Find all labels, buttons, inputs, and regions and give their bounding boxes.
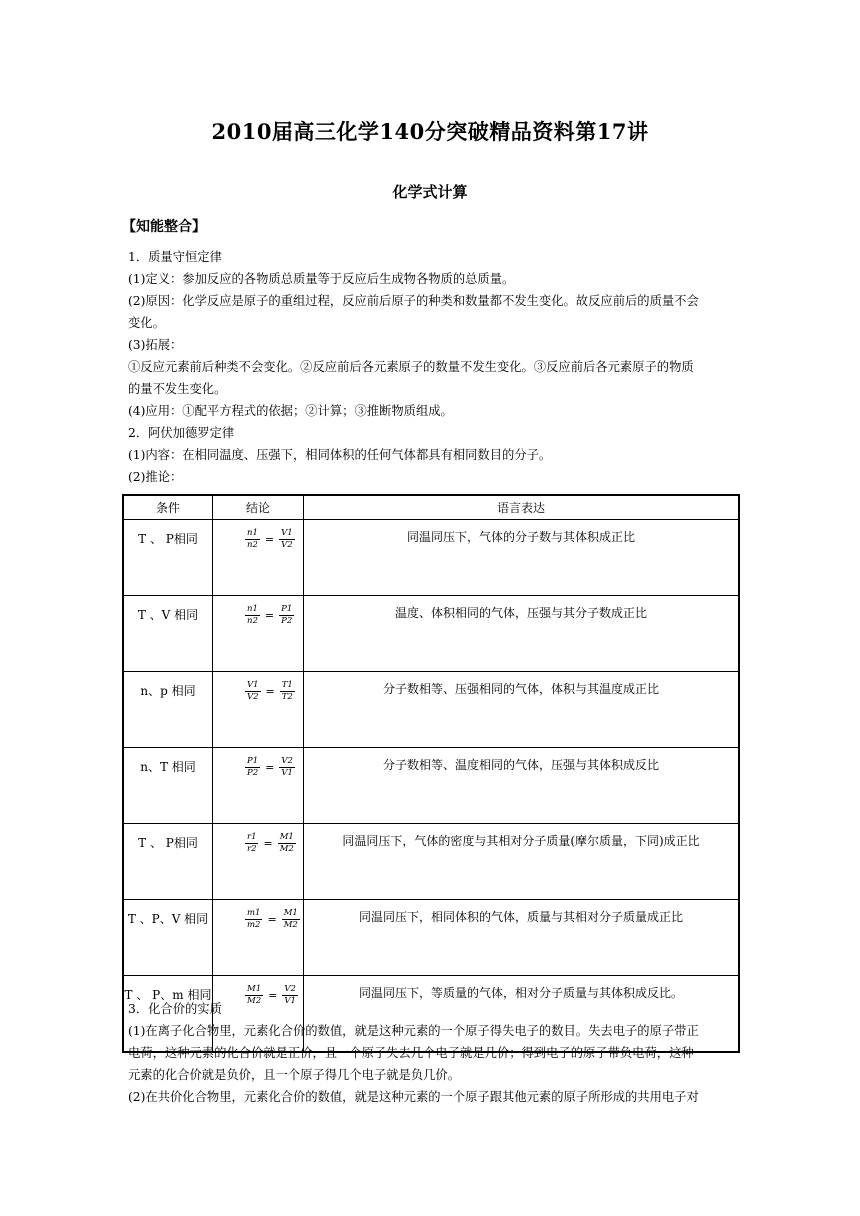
numerator: P1 <box>247 756 259 766</box>
numerator: V1 <box>247 680 259 690</box>
row-statement: 温度、体积相同的气体，压强与其分子数成正比 <box>304 596 740 672</box>
table-row <box>123 824 739 900</box>
equals-sign: = <box>264 609 275 622</box>
text-line: 电荷，这种元素的化合价就是正价，且一个原子失去几个电子就是几价；得到电子的原子带负电荷，这种 <box>128 1046 694 1060</box>
numerator: V1 <box>281 528 293 538</box>
text-line: (2)推论： <box>128 470 183 484</box>
text-line: 3．化合价的实质 <box>128 1002 222 1016</box>
fraction <box>245 604 260 627</box>
text-line: (4)应用：①配平方程式的依据；②计算；③推断物质组成。 <box>128 404 453 418</box>
table-row <box>123 900 739 976</box>
denominator: m2 <box>247 920 261 930</box>
fraction <box>245 680 261 703</box>
text-line: (1)内容：在相同温度、压强下，相同体积的任何气体都具有相同数目的分子。 <box>128 448 552 462</box>
denominator: V1 <box>281 768 293 778</box>
equals-sign: = <box>265 761 275 774</box>
table-row <box>123 596 739 672</box>
text-line: 元素的化合价就是负价，且一个原子得几个电子就是负几价。 <box>128 1068 461 1082</box>
avogadro-inference-table <box>122 494 740 1053</box>
table-row <box>123 748 739 824</box>
row-condition: T 、V 相同 <box>123 596 213 672</box>
outro-text <box>128 998 734 1108</box>
fraction <box>245 832 258 855</box>
denominator: M2 <box>283 920 298 930</box>
row-conclusion <box>213 824 304 900</box>
table-row <box>123 672 739 748</box>
row-conclusion <box>213 672 304 748</box>
fraction <box>279 604 294 627</box>
row-statement: 同温同压下，气体的分子数与其体积成正比 <box>304 520 740 596</box>
row-condition: n、p 相同 <box>123 672 213 748</box>
numerator: M1 <box>247 984 262 994</box>
equals-sign: = <box>267 913 277 926</box>
header-conclusion: 结论 <box>213 495 304 520</box>
ratio-equation <box>245 604 303 627</box>
denominator: n2 <box>247 540 258 550</box>
row-statement: 分子数相等、温度相同的气体，压强与其体积成反比 <box>304 748 740 824</box>
row-condition: T 、 P相同 <box>123 520 213 596</box>
header-condition: 条件 <box>123 495 213 520</box>
denominator: V2 <box>281 540 293 550</box>
text-line: 变化。 <box>128 316 165 330</box>
text-line: (3)拓展： <box>128 338 183 352</box>
fraction <box>245 908 262 931</box>
equals-sign: = <box>268 989 278 1002</box>
fraction <box>278 832 296 855</box>
row-conclusion <box>213 748 304 824</box>
text-line: (1)定义：参加反应的各物质总质量等于反应后生成物各物质的总质量。 <box>128 272 515 286</box>
numerator: m1 <box>247 908 261 918</box>
numerator: V2 <box>281 756 293 766</box>
numerator: n1 <box>247 604 258 614</box>
text-line: (2)在共价化合物里，元素化合价的数值，就是这种元素的一个原子跟其他元素的原子所形成的共用电子对 <box>128 1090 699 1104</box>
fraction <box>245 756 260 779</box>
row-condition: T 、P、V 相同 <box>123 900 213 976</box>
denominator: V1 <box>284 996 296 1006</box>
row-condition: T 、 P、m 相同 <box>123 976 213 1053</box>
equals-sign: = <box>263 837 273 850</box>
numerator: V2 <box>284 984 296 994</box>
numerator: T1 <box>281 680 293 690</box>
section-heading: 【知能整合】 <box>122 219 206 235</box>
numerator: M1 <box>279 832 294 842</box>
numerator: n1 <box>247 528 258 538</box>
numerator: M1 <box>283 908 298 918</box>
denominator: n2 <box>247 616 258 626</box>
equals-sign: = <box>264 533 275 546</box>
ratio-equation <box>245 908 303 931</box>
text-line: 1．质量守恒定律 <box>128 250 222 264</box>
row-conclusion <box>213 596 304 672</box>
fraction <box>280 680 295 703</box>
text-line: ①反应元素前后种类不会变化。②反应前后各元素原子的数量不发生变化。③反应前后各元素原子的物质 <box>128 360 694 374</box>
table-row <box>123 520 739 596</box>
text-line: (2)原因：化学反应是原子的重组过程，反应前后原子的种类和数量都不发生变化。故反应前后的质量不会 <box>128 294 699 308</box>
equals-sign: = <box>265 685 275 698</box>
ratio-equation <box>245 528 303 551</box>
denominator: M2 <box>279 844 294 854</box>
text-line: 的量不发生变化。 <box>128 382 227 396</box>
row-condition: T 、 P相同 <box>123 824 213 900</box>
row-statement: 同温同压下，等质量的气体，相对分子质量与其体积成反比。 <box>304 976 740 1053</box>
denominator: P2 <box>247 768 259 778</box>
denominator: T2 <box>281 692 293 702</box>
row-statement: 同温同压下，气体的密度与其相对分子质量(摩尔质量，下同)成正比 <box>304 824 740 900</box>
row-conclusion <box>213 520 304 596</box>
intro-text <box>128 246 734 488</box>
denominator: r2 <box>247 844 257 854</box>
fraction <box>279 756 295 779</box>
denominator: P2 <box>281 616 293 626</box>
page-subtitle: 化学式计算 <box>392 183 468 201</box>
row-statement: 分子数相等、压强相同的气体，体积与其温度成正比 <box>304 672 740 748</box>
page-title: 2010届高三化学140分突破精品资料第17讲 <box>211 119 649 144</box>
ratio-equation <box>245 832 303 855</box>
table-header-row <box>123 495 739 520</box>
fraction <box>245 528 260 551</box>
numerator: r1 <box>247 832 257 842</box>
text-line: 2．阿伏加德罗定律 <box>128 426 235 440</box>
row-conclusion <box>213 900 304 976</box>
fraction <box>282 908 300 931</box>
numerator: P1 <box>281 604 293 614</box>
denominator: M2 <box>247 996 262 1006</box>
text-line: (1)在离子化合物里，元素化合价的数值，就是这种元素的一个原子得失电子的数目。失去电子的原子带正 <box>128 1024 699 1038</box>
denominator: V2 <box>247 692 259 702</box>
row-condition: n、T 相同 <box>123 748 213 824</box>
ratio-equation <box>245 756 303 779</box>
header-statement: 语言表达 <box>304 495 740 520</box>
row-statement: 同温同压下，相同体积的气体，质量与其相对分子质量成正比 <box>304 900 740 976</box>
ratio-equation <box>245 680 303 703</box>
fraction <box>279 528 295 551</box>
